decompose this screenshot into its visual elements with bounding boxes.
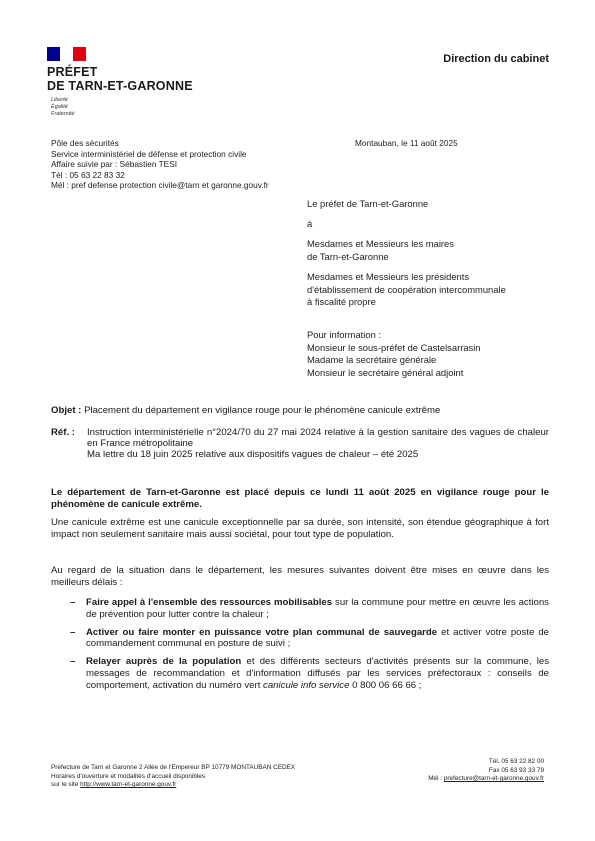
logo-title-line2: DE TARN-ET-GARONNE [47,79,193,93]
footer-mel-link[interactable]: prefecture@tarn-et-garonne.gouv.fr [443,775,544,783]
para1-text: Une canicule extrême est une canicule exceptionnelle par sa durée, son intensité, son étendue géographique à fort impact non seulement sanitaire mais aussi sociétal, pour tout type de population. [51,517,549,540]
flag-blue-stripe [47,47,60,61]
footer-hours: Horaires d'ouverture et modalités d'accueil disponibles [51,772,206,780]
sender-affaire: Affaire suivie par : Sébastien TESI [51,159,178,169]
flag-white-stripe [60,47,73,61]
bullet-bold: Activer ou faire monter en puissance votre plan communal de sauvegarde [86,626,438,638]
body-bold-intro [51,487,549,511]
footer-fax: Fax 05 63 93 33 79 [488,766,544,774]
sender-pole: Pôle des sécurités [51,138,119,148]
devise-liberte: Liberté [51,97,68,103]
recipient-maires [307,238,454,263]
recipient-a: à [307,218,313,229]
bullet-text: et activer votre poste de commandement communal en posture de suivi ; [86,626,549,650]
ref-label: Réf. : [51,427,75,438]
footer-site-link[interactable]: http://www.tarn-et-garonne.gouv.fr [80,781,177,789]
recipient-pres-line3: à fiscalité propre [307,296,376,307]
devise-fraternite: Fraternité [51,111,75,117]
bullet-bold: Relayer auprès de la population [86,656,242,668]
recipient-pres-line2: d'établissement de coopération intercommunale [307,283,506,295]
sender-tel: Tél : 05 63 22 83 32 [51,169,125,180]
objet-line [51,405,440,416]
recipient-pres-line1: Mesdames et Messieurs les présidents [307,271,470,282]
bullet-dash: – [70,597,76,608]
list-item [72,597,549,621]
list-item [72,627,549,651]
marianne-flag-icon [47,47,86,61]
devise [51,97,75,118]
bold-intro-text: Le département de Tarn-et-Garonne est placé depuis ce lundi 11 août 2025 en vigilance rouge pour le phénomène de canicule extrême. [51,487,549,510]
bullet-text: sur la commune pour mettre en œuvre les actions de prévention pour lutter contre la chaleur ; [86,597,549,620]
direction-label: Direction du cabinet [443,53,549,65]
measures-list [72,597,549,698]
bullet-tail: 0 800 06 66 66 ; [349,679,422,691]
recipient-from: Le préfet de Tarn-et-Garonne [307,198,429,209]
ref-line2: Ma lettre du 18 juin 2025 relative aux dispositifs vagues de chaleur – été 2025 [87,449,419,461]
footer-address: Préfecture de Tarn et Garonne 2 Allée de l'Empereur BP 10779 MONTAUBAN CEDEX [51,764,296,771]
footer-tel: Tél. 05 63 22 82 00 [488,758,544,765]
recipient-maires-line1: Mesdames et Messieurs les maires [307,238,454,249]
devise-egalite: Égalité [51,104,68,110]
recipient-info-1: Monsieur le sous-préfet de Castelsarrasin [307,341,481,353]
para2-text: Au regard de la situation dans le département, les mesures suivantes doivent être mises en œuvre dans les meilleurs délais : [51,565,549,588]
bullet-italic: canicule info service [263,679,350,691]
footer-site-prefix: sur le site [51,781,79,789]
bullet-dash: – [70,656,76,668]
objet-label: Objet : [51,405,82,416]
sender-block [51,138,269,191]
footer-mel-prefix: Mél : [428,775,443,783]
bullet-bold: Faire appel à l'ensemble des ressources mobilisables [86,597,333,608]
bullet-dash: – [70,626,76,638]
footer-site [51,781,295,790]
list-item [72,656,549,691]
ref-body [87,427,549,461]
prefet-logo-title [47,65,193,93]
objet-text: Placement du département en vigilance rouge pour le phénomène canicule extrême [84,405,441,416]
ref-line1: Instruction interministérielle n°2024/70 du 27 mai 2024 relative à la gestion sanitaire des vagues de chaleur en France métropolitaine [87,427,549,450]
recipient-maires-line2: de Tarn-et-Garonne [307,250,389,262]
bullet-text: et des différents secteurs d'activités présents sur la commune, les messages de recommandation et d'information diffusés par les services préfectoraux : conseils de comportement, activation du numéro vert [86,656,550,691]
footer-mel [395,775,544,784]
sender-mel: Mél : pref defense protection civile@tarn et garonne.gouv.fr [51,180,269,190]
flag-red-stripe [73,47,86,61]
sender-service: Service interministériel de défense et protection civile [51,148,247,159]
recipient-presidents [307,271,506,309]
body-para2 [51,565,549,589]
footer-left [51,764,295,790]
recipient-info [307,329,481,379]
recipient-info-3: Monsieur le secrétaire général adjoint [307,366,464,378]
recipient-info-label: Pour information : [307,329,381,340]
logo-title-line1: PRÉFET [47,65,98,79]
body-para1 [51,517,549,541]
recipient-info-2: Madame la secrétaire générale [307,354,437,365]
footer-right [395,758,544,784]
date-line: Montauban, le 11 août 2025 [355,138,458,148]
